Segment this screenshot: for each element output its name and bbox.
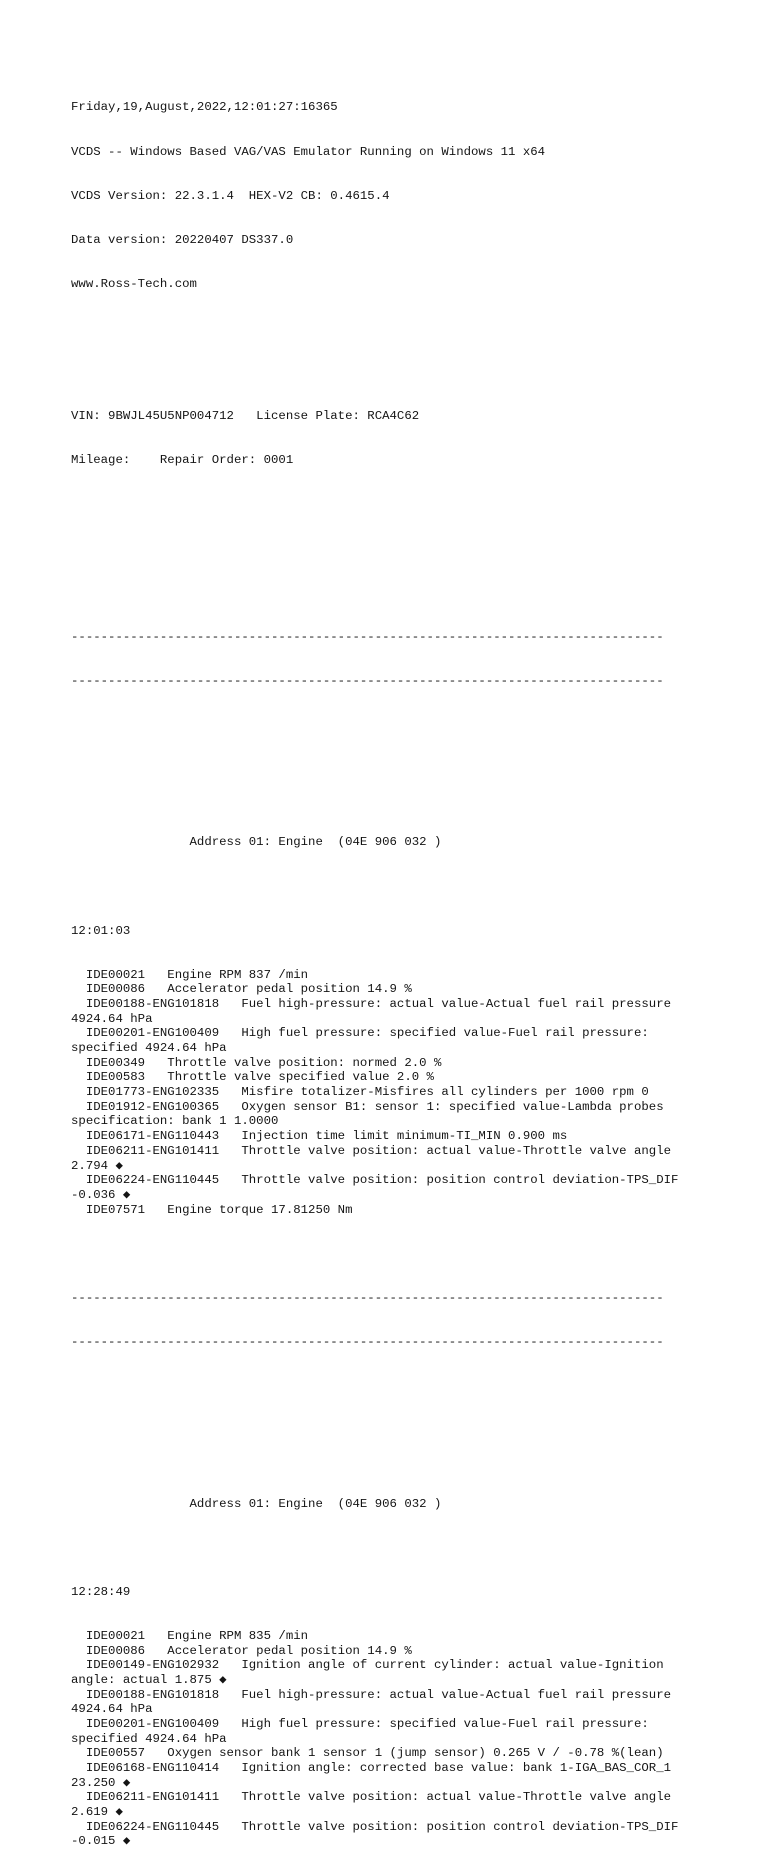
measurement-line: specification: bank 1 1.0000: [71, 1114, 279, 1129]
measurement-line: 23.250 ◆: [71, 1775, 131, 1790]
measurement-line: IDE06211-ENG101411 Throttle valve position: actual value-Throttle valve angle: [71, 1143, 672, 1158]
measurement-line: IDE00149-ENG102932 Ignition angle of current cylinder: actual value-Ignition: [71, 1658, 664, 1673]
measurement-line: -0.015 ◆: [71, 1834, 131, 1849]
separator-line: --------------------------------------------------------------------------------: [71, 673, 664, 688]
measurement-line: IDE00557 Oxygen sensor bank 1 sensor 1 (jump sensor) 0.265 V / -0.78 %(lean): [71, 1746, 664, 1761]
measurement-line: IDE06224-ENG110445 Throttle valve position: position control deviation-TPS_DIF: [71, 1819, 679, 1834]
measurement-line: 2.794 ◆: [71, 1158, 123, 1173]
measurement-line: IDE00201-ENG100409 High fuel pressure: specified value-Fuel rail pressure:: [71, 1026, 649, 1041]
section-address-heading: Address 01: Engine (04E 906 032 ): [71, 835, 442, 850]
measurement-line: specified 4924.64 hPa: [71, 1041, 227, 1056]
spacer: [71, 718, 761, 733]
version-line: VCDS Version: 22.3.1.4 HEX-V2 CB: 0.4615.4: [71, 188, 390, 203]
spacer: [71, 365, 761, 380]
measurement-line: IDE01912-ENG100365 Oxygen sensor B1: sensor 1: specified value-Lambda probes: [71, 1099, 664, 1114]
measurement-line: 4924.64 hPa: [71, 1702, 153, 1717]
measurement-line: IDE00201-ENG100409 High fuel pressure: specified value-Fuel rail pressure:: [71, 1716, 649, 1731]
spacer: [71, 762, 761, 777]
separator-line: --------------------------------------------------------------------------------: [71, 629, 664, 644]
section-2-measurements: [71, 1629, 761, 1849]
measurement-line: angle: actual 1.875 ◆: [71, 1672, 227, 1687]
measurement-line: IDE00086 Accelerator pedal position 14.9 %: [71, 982, 412, 997]
section-address-heading: Address 01: Engine (04E 906 032 ): [71, 1496, 442, 1511]
report-timestamp: Friday,19,August,2022,12:01:27:16365: [71, 100, 338, 115]
section-1-measurements: [71, 968, 761, 1218]
section-time: 12:01:03: [71, 923, 131, 938]
website-line: www.Ross-Tech.com: [71, 276, 197, 291]
mileage-line: Mileage: Repair Order: 0001: [71, 453, 294, 468]
measurement-line: 4924.64 hPa: [71, 1011, 153, 1026]
separator-line: --------------------------------------------------------------------------------: [71, 1334, 664, 1349]
measurement-line: IDE07571 Engine torque 17.81250 Nm: [71, 1202, 353, 1217]
spacer: [71, 585, 761, 600]
measurement-line: IDE00021 Engine RPM 837 /min: [71, 967, 309, 982]
data-version-line: Data version: 20220407 DS337.0: [71, 232, 294, 247]
spacer: [71, 1247, 761, 1262]
measurement-line: IDE06211-ENG101411 Throttle valve position: actual value-Throttle valve angle: [71, 1790, 672, 1805]
measurement-line: IDE00021 Engine RPM 835 /min: [71, 1628, 309, 1643]
spacer: [71, 497, 761, 512]
measurement-line: IDE00349 Throttle valve position: normed 2.0 %: [71, 1055, 442, 1070]
measurement-line: 2.619 ◆: [71, 1805, 123, 1820]
separator-line: --------------------------------------------------------------------------------: [71, 1290, 664, 1305]
vcds-log-document: [71, 71, 761, 1864]
measurement-line: IDE00583 Throttle valve specified value 2.0 %: [71, 1070, 434, 1085]
vin-line: VIN: 9BWJL45U5NP004712 License Plate: RCA4C62: [71, 409, 420, 424]
measurement-line: IDE06224-ENG110445 Throttle valve position: position control deviation-TPS_DIF: [71, 1173, 679, 1188]
section-time: 12:28:49: [71, 1584, 131, 1599]
measurement-line: -0.036 ◆: [71, 1187, 131, 1202]
measurement-line: IDE06168-ENG110414 Ignition angle: corrected base value: bank 1-IGA_BAS_COR_1: [71, 1761, 672, 1776]
spacer: [71, 321, 761, 336]
spacer: [71, 1379, 761, 1394]
spacer: [71, 879, 761, 894]
measurement-line: IDE06171-ENG110443 Injection time limit minimum-TI_MIN 0.900 ms: [71, 1129, 568, 1144]
app-title: VCDS -- Windows Based VAG/VAS Emulator Running on Windows 11 x64: [71, 144, 546, 159]
spacer: [71, 1423, 761, 1438]
spacer: [71, 1541, 761, 1556]
measurement-line: IDE01773-ENG102335 Misfire totalizer-Misfires all cylinders per 1000 rpm 0: [71, 1085, 649, 1100]
measurement-line: IDE00086 Accelerator pedal position 14.9 %: [71, 1643, 412, 1658]
measurement-line: IDE00188-ENG101818 Fuel high-pressure: actual value-Actual fuel rail pressure: [71, 996, 672, 1011]
spacer: [71, 541, 761, 556]
measurement-line: IDE00188-ENG101818 Fuel high-pressure: actual value-Actual fuel rail pressure: [71, 1687, 672, 1702]
measurement-line: specified 4924.64 hPa: [71, 1731, 227, 1746]
